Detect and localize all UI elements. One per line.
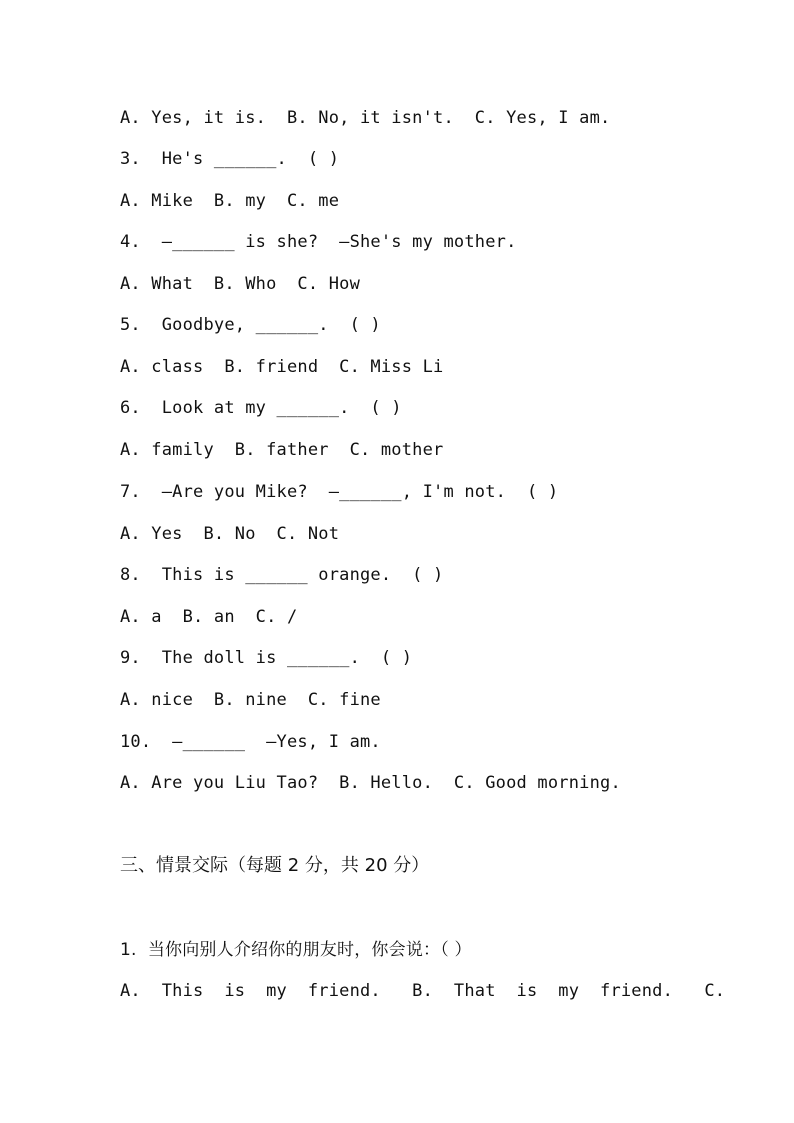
answer-options-5: A. class B. friend C. Miss Li [120,357,444,377]
question-9: 9. The doll is ______. ( ) [120,648,413,668]
answer-options-3: A. Mike B. my C. me [120,191,340,211]
section-question-1: 1. 当你向别人介绍你的朋友时，你会说：（ ） [120,940,472,960]
question-6: 6. Look at my ______. ( ) [120,398,402,418]
question-10: 10. —______ —Yes, I am. [120,732,381,752]
answer-options-10: A. Are you Liu Tao? B. Hello. C. Good morning. [120,773,621,793]
answer-options-7: A. Yes B. No C. Not [120,524,340,544]
question-4: 4. —______ is she? —She's my mother. [120,232,517,252]
answer-options-8: A. a B. an C. / [120,607,298,627]
section-question-1-options: A. This is my friend. B. That is my friend. C. [120,981,726,1001]
question-7: 7. —Are you Mike? —______, I'm not. ( ) [120,482,559,502]
section-title: 三、情景交际（每题 2 分，共 20 分） [120,855,430,876]
question-8: 8. This is ______ orange. ( ) [120,565,444,585]
question-5: 5. Goodbye, ______. ( ) [120,315,381,335]
answer-options-6: A. family B. father C. mother [120,440,444,460]
question-3: 3. He's ______. ( ) [120,149,340,169]
answer-options-4: A. What B. Who C. How [120,274,361,294]
answer-options-line: A. Yes, it is. B. No, it isn't. C. Yes, I am. [120,108,611,128]
answer-options-9: A. nice B. nine C. fine [120,690,381,710]
